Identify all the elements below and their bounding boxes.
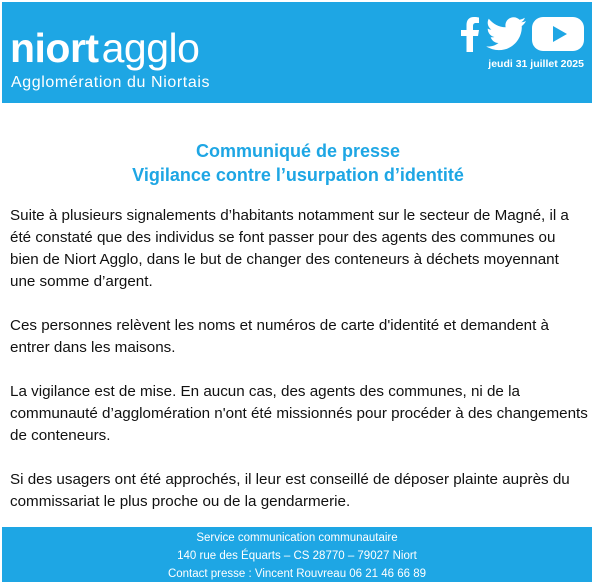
- logo-agglo: agglo: [101, 25, 200, 71]
- logo-subtitle: Agglomération du Niortais: [11, 74, 211, 91]
- footer-service: Service communication communautaire: [196, 532, 398, 544]
- youtube-icon[interactable]: [531, 15, 585, 58]
- niort-agglo-logo[interactable]: [10, 25, 200, 71]
- paragraph-vigilance: La vigilance est de mise. En aucun cas, des agents des communes, ni de la communauté d’agglomération n'ont été missionnés pour procéder à des changements de conteneurs.: [10, 383, 588, 444]
- footer-address: 140 rue des Équarts – CS 28770 – 79027 Niort: [177, 550, 417, 562]
- header-banner: [2, 2, 592, 103]
- title-line-communique: Communiqué de presse: [195, 141, 401, 161]
- footer-banner: [2, 527, 592, 582]
- facebook-icon[interactable]: [459, 16, 481, 57]
- twitter-icon[interactable]: [485, 16, 527, 57]
- social-links: [459, 15, 585, 58]
- publication-date: jeudi 31 juillet 2025: [488, 58, 584, 70]
- paragraph-plainte: Si des usagers ont été approchés, il leur est conseillé de déposer plainte auprès du commissariat le plus proche ou de la gendarmerie.: [10, 471, 570, 510]
- paragraph-signalements: Suite à plusieurs signalements d’habitants notamment sur le secteur de Magné, il a été constaté que des individus se font passer pour des agents des communes ou bien de Niort Agglo, dans le but de changer des conteneurs à déchets moyennant une somme d’argent.: [10, 207, 569, 290]
- footer-contact: Contact presse : Vincent Rouvreau 06 21 46 66 89: [167, 568, 427, 580]
- logo-niort: niort: [10, 25, 99, 71]
- press-release-body: [10, 205, 588, 535]
- title-line-vigilance: Vigilance contre l’usurpation d’identité: [132, 165, 464, 185]
- press-release-title: [0, 139, 596, 187]
- paragraph-personnes: Ces personnes relèvent les noms et numéros de carte d'identité et demandent à entrer dans les maisons.: [10, 317, 549, 356]
